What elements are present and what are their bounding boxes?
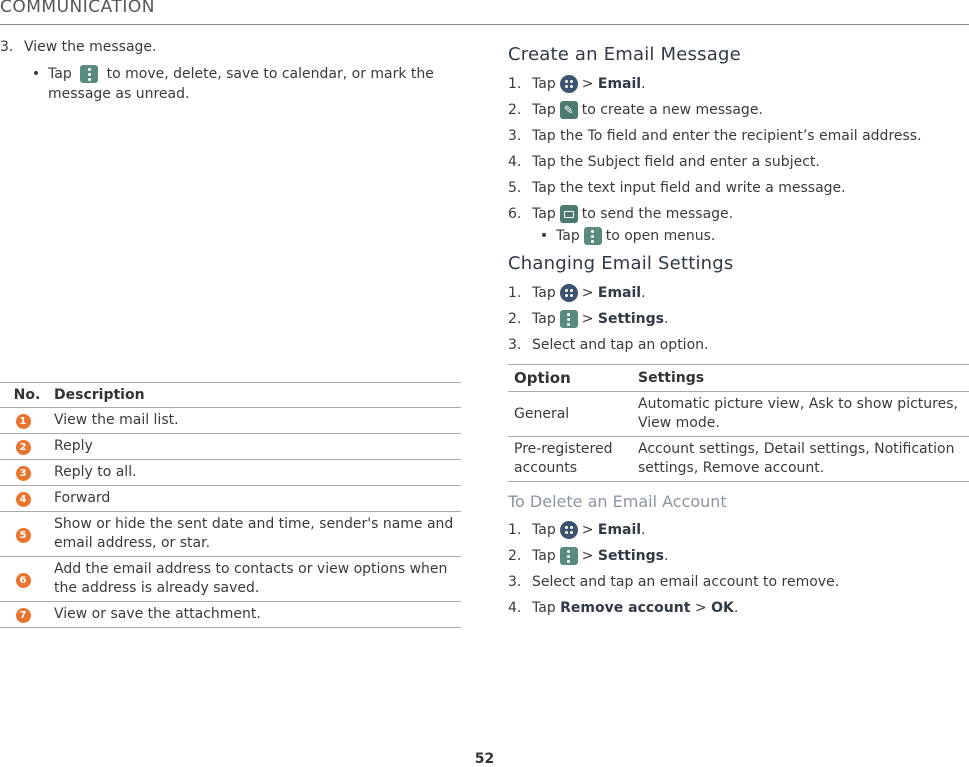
description-table <box>0 382 461 628</box>
settings-step-3 <box>508 336 969 354</box>
number-badge: 1 <box>16 414 31 429</box>
col-description: Description <box>54 383 461 408</box>
col-settings: Settings <box>632 365 969 392</box>
step-number: 2. <box>508 548 522 564</box>
step-text: View the message. <box>24 39 157 55</box>
step-end: . <box>641 285 646 301</box>
step-number: 6. <box>508 206 522 222</box>
delete-step-4 <box>508 599 969 617</box>
table-row <box>0 486 461 512</box>
bullet-post: to open menus. <box>605 228 716 244</box>
step-view-message <box>0 38 462 56</box>
step-bold: Settings <box>597 548 664 564</box>
step-number: 1. <box>508 522 522 538</box>
step-end: . <box>641 522 646 538</box>
more-menu-icon <box>560 547 578 565</box>
step-pre: Tap <box>532 102 556 118</box>
bullet-pre: Tap <box>48 66 72 82</box>
step-end: . <box>733 600 739 616</box>
number-badge: 4 <box>16 492 31 507</box>
step-number: 3. <box>508 128 522 144</box>
number-badge: 6 <box>16 573 31 588</box>
step-bold: Remove account <box>560 600 691 616</box>
step-bold: Email <box>597 76 642 92</box>
number-badge: 5 <box>16 528 31 543</box>
section-title-settings: Changing Email Settings <box>508 253 734 274</box>
step-bold: Settings <box>597 311 664 327</box>
create-step-6 <box>508 205 969 223</box>
step-end: . <box>663 311 669 327</box>
table-row <box>0 512 461 557</box>
create-step-2 <box>508 101 969 119</box>
step-number: 3. <box>508 574 522 590</box>
table-row <box>508 392 969 437</box>
step-number: 4. <box>508 154 522 170</box>
row-desc: View or save the attachment. <box>54 602 461 628</box>
bullet-pre: Tap <box>556 228 580 244</box>
step-number: 4. <box>508 600 522 616</box>
col-option: Option <box>508 365 632 392</box>
table-row <box>0 434 461 460</box>
step-sep: > <box>581 285 594 301</box>
right-column <box>508 38 969 625</box>
option-settings: Automatic picture view, Ask to show pictures, View mode. <box>632 392 969 437</box>
step-post: to send the message. <box>581 206 734 222</box>
option-name: Pre-registered accounts <box>508 437 632 482</box>
step-number: 3. <box>0 39 14 55</box>
create-bullet <box>508 227 969 245</box>
step-number: 3. <box>508 337 522 353</box>
bullet-dot: • <box>539 228 549 244</box>
step-pre: Tap <box>532 206 556 222</box>
number-badge: 2 <box>16 440 31 455</box>
table-row <box>508 437 969 482</box>
step-sep: > <box>581 548 594 564</box>
step-number: 2. <box>508 102 522 118</box>
section-title-delete: To Delete an Email Account <box>508 492 727 511</box>
step-text: Tap the To field and enter the recipient’s email address. <box>532 128 922 144</box>
table-row <box>0 460 461 486</box>
compose-icon: ✎ <box>560 101 578 119</box>
step-sep: > <box>581 522 594 538</box>
create-step-4 <box>508 153 969 171</box>
delete-step-3 <box>508 573 969 591</box>
step-end: . <box>663 548 669 564</box>
row-desc: Show or hide the sent date and time, sender's name and email address, or star. <box>54 512 461 557</box>
step-bold: Email <box>597 522 642 538</box>
table-row <box>0 602 461 628</box>
table-row <box>0 557 461 602</box>
bullet-dot: • <box>31 66 41 82</box>
step-text: Select and tap an email account to remove. <box>532 574 840 590</box>
send-icon <box>560 205 578 223</box>
option-settings: Account settings, Detail settings, Notification settings, Remove account. <box>632 437 969 482</box>
step-text: Tap the Subject field and enter a subject. <box>532 154 820 170</box>
step-end: . <box>641 76 646 92</box>
create-step-5 <box>508 179 969 197</box>
bullet-post: to move, delete, save to calendar, or mark the message as unread. <box>48 66 434 102</box>
col-no: No. <box>0 383 54 408</box>
step-number: 5. <box>508 180 522 196</box>
apps-icon <box>560 284 578 302</box>
step-pre: Tap <box>532 285 556 301</box>
row-desc: Reply to all. <box>54 460 461 486</box>
delete-step-1 <box>508 521 969 539</box>
create-step-1 <box>508 75 969 93</box>
more-menu-icon <box>80 65 98 83</box>
number-badge: 7 <box>16 608 31 623</box>
apps-icon <box>560 75 578 93</box>
bullet-menu <box>0 64 462 104</box>
option-name: General <box>508 392 632 437</box>
step-post: to create a new message. <box>581 102 763 118</box>
options-table <box>508 364 969 482</box>
step-sep: > <box>694 600 707 616</box>
step-number: 1. <box>508 285 522 301</box>
table-row <box>0 408 461 434</box>
step-sep: > <box>581 76 594 92</box>
page-header: COMMUNICATION <box>0 0 155 17</box>
row-desc: View the mail list. <box>54 408 461 434</box>
header-divider <box>0 24 969 25</box>
step-pre: Tap <box>532 522 556 538</box>
step-pre: Tap <box>532 600 556 616</box>
row-desc: Reply <box>54 434 461 460</box>
settings-step-2 <box>508 310 969 328</box>
step-sep: > <box>581 311 594 327</box>
more-menu-icon <box>584 227 602 245</box>
number-badge: 3 <box>16 466 31 481</box>
left-column <box>0 38 462 104</box>
page-number: 52 <box>474 751 495 767</box>
row-desc: Add the email address to contacts or view options when the address is already saved. <box>54 557 461 602</box>
step-bold: OK <box>711 600 734 616</box>
section-title-create: Create an Email Message <box>508 44 741 65</box>
step-text: Select and tap an option. <box>532 337 709 353</box>
step-pre: Tap <box>532 311 556 327</box>
settings-step-1 <box>508 284 969 302</box>
step-bold: Email <box>597 285 642 301</box>
step-text: Tap the text input field and write a message. <box>532 180 846 196</box>
delete-step-2 <box>508 547 969 565</box>
bullet-text <box>48 64 462 104</box>
apps-icon <box>560 521 578 539</box>
step-number: 1. <box>508 76 522 92</box>
step-pre: Tap <box>532 76 556 92</box>
step-pre: Tap <box>532 548 556 564</box>
create-step-3 <box>508 127 969 145</box>
row-desc: Forward <box>54 486 461 512</box>
step-number: 2. <box>508 311 522 327</box>
more-menu-icon <box>560 310 578 328</box>
